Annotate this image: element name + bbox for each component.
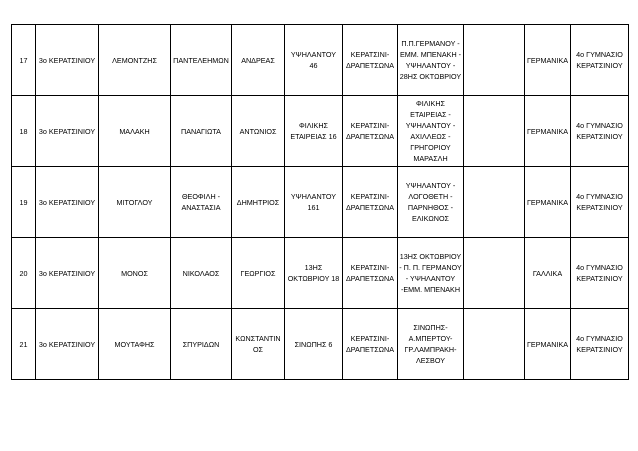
cell-address: ΥΨΗΛΑΝΤΟΥ 161	[285, 167, 343, 238]
table-row	[12, 309, 629, 380]
cell-language: ΓΕΡΜΑΝΙΚΑ	[525, 309, 571, 380]
cell-surname: ΜΑΛΑΚΗ	[99, 96, 171, 167]
cell-language: ΓΕΡΜΑΝΙΚΑ	[525, 96, 571, 167]
cell-number: 21	[12, 309, 36, 380]
cell-target-school: 4ο ΓΥΜΝΑΣΙΟ ΚΕΡΑΤΣΙΝΙΟΥ	[571, 238, 629, 309]
table-row	[12, 167, 629, 238]
cell-language: ΓΕΡΜΑΝΙΚΑ	[525, 25, 571, 96]
cell-route: Π.Π.ΓΕΡΜΑΝΟΥ - ΕΜΜ. ΜΠΕΝΑΚΗ - ΥΨΗΛΑΝΤΟΥ - 28ΗΣ ΟΚΤΩΒΡΙΟΥ	[398, 25, 464, 96]
cell-route: ΦΙΛΙΚΗΣ ΕΤΑΙΡΕΙΑΣ - ΥΨΗΛΑΝΤΟΥ - ΑΧΙΛΛΕΩΣ - ΓΡΗΓΟΡΙΟΥ ΜΑΡΑΣΛΗ	[398, 96, 464, 167]
cell-target-school: 4ο ΓΥΜΝΑΣΙΟ ΚΕΡΑΤΣΙΝΙΟΥ	[571, 309, 629, 380]
cell-area: ΚΕΡΑΤΣΙΝΙ-ΔΡΑΠΕΤΣΩΝΑ	[343, 309, 398, 380]
cell-target-school: 4ο ΓΥΜΝΑΣΙΟ ΚΕΡΑΤΣΙΝΙΟΥ	[571, 25, 629, 96]
cell-father-name: ΚΩΝΣΤΑΝΤΙΝΟΣ	[232, 309, 285, 380]
cell-number: 18	[12, 96, 36, 167]
student-assignment-table	[11, 24, 629, 380]
cell-route: 13ΗΣ ΟΚΤΩΒΡΙΟΥ - Π. Π. ΓΕΡΜΑΝΟΥ - ΥΨΗΛΑΝΤΟΥ -ΕΜΜ. ΜΠΕΝΑΚΗ	[398, 238, 464, 309]
cell-school: 3ο ΚΕΡΑΤΣΙΝΙΟΥ	[36, 238, 99, 309]
cell-number: 17	[12, 25, 36, 96]
cell-first-name: ΘΕΟΦΙΛΗ - ΑΝΑΣΤΑΣΙΑ	[171, 167, 232, 238]
table-row	[12, 96, 629, 167]
cell-father-name: ΑΝΤΩΝΙΟΣ	[232, 96, 285, 167]
table-row	[12, 25, 629, 96]
cell-father-name: ΓΕΩΡΓΙΟΣ	[232, 238, 285, 309]
cell-address: ΥΨΗΛΑΝΤΟΥ 46	[285, 25, 343, 96]
cell-school: 3ο ΚΕΡΑΤΣΙΝΙΟΥ	[36, 309, 99, 380]
cell-school: 3ο ΚΕΡΑΤΣΙΝΙΟΥ	[36, 96, 99, 167]
cell-first-name: ΠΑΝΤΕΛΕΗΜΩΝ	[171, 25, 232, 96]
cell-empty	[464, 25, 525, 96]
cell-school: 3ο ΚΕΡΑΤΣΙΝΙΟΥ	[36, 25, 99, 96]
cell-route: ΥΨΗΛΑΝΤΟΥ - ΛΟΓΟΘΕΤΗ - ΠΑΡΝΗΘΟΣ - ΕΛΙΚΩΝΟΣ	[398, 167, 464, 238]
cell-empty	[464, 309, 525, 380]
cell-area: ΚΕΡΑΤΣΙΝΙ-ΔΡΑΠΕΤΣΩΝΑ	[343, 238, 398, 309]
cell-language: ΓΑΛΛΙΚΑ	[525, 238, 571, 309]
cell-empty	[464, 167, 525, 238]
cell-area: ΚΕΡΑΤΣΙΝΙ-ΔΡΑΠΕΤΣΩΝΑ	[343, 25, 398, 96]
cell-surname: ΜΟΥΤΑΦΗΣ	[99, 309, 171, 380]
cell-surname: ΜΟΝΟΣ	[99, 238, 171, 309]
cell-area: ΚΕΡΑΤΣΙΝΙ-ΔΡΑΠΕΤΣΩΝΑ	[343, 167, 398, 238]
cell-surname: ΛΕΜΟΝΤΖΗΣ	[99, 25, 171, 96]
cell-empty	[464, 96, 525, 167]
cell-school: 3ο ΚΕΡΑΤΣΙΝΙΟΥ	[36, 167, 99, 238]
cell-first-name: ΝΙΚΟΛΑΟΣ	[171, 238, 232, 309]
cell-route: ΣΙΝΩΠΗΣ-Α.ΜΠΕΡΤΟΥ-ΓΡ.ΛΑΜΠΡΑΚΗ-ΛΕΣΒΟΥ	[398, 309, 464, 380]
cell-target-school: 4ο ΓΥΜΝΑΣΙΟ ΚΕΡΑΤΣΙΝΙΟΥ	[571, 96, 629, 167]
cell-address: ΣΙΝΩΠΗΣ 6	[285, 309, 343, 380]
cell-address: ΦΙΛΙΚΗΣ ΕΤΑΙΡΕΙΑΣ 16	[285, 96, 343, 167]
cell-father-name: ΔΗΜΗΤΡΙΟΣ	[232, 167, 285, 238]
cell-area: ΚΕΡΑΤΣΙΝΙ-ΔΡΑΠΕΤΣΩΝΑ	[343, 96, 398, 167]
cell-address: 13ΗΣ ΟΚΤΩΒΡΙΟΥ 18	[285, 238, 343, 309]
cell-father-name: ΑΝΔΡΕΑΣ	[232, 25, 285, 96]
cell-empty	[464, 238, 525, 309]
cell-number: 20	[12, 238, 36, 309]
table-row	[12, 238, 629, 309]
cell-number: 19	[12, 167, 36, 238]
cell-first-name: ΠΑΝΑΓΙΩΤΑ	[171, 96, 232, 167]
cell-surname: ΜΙΤΟΓΛΟΥ	[99, 167, 171, 238]
cell-first-name: ΣΠΥΡΙΔΩΝ	[171, 309, 232, 380]
cell-target-school: 4ο ΓΥΜΝΑΣΙΟ ΚΕΡΑΤΣΙΝΙΟΥ	[571, 167, 629, 238]
cell-language: ΓΕΡΜΑΝΙΚΑ	[525, 167, 571, 238]
